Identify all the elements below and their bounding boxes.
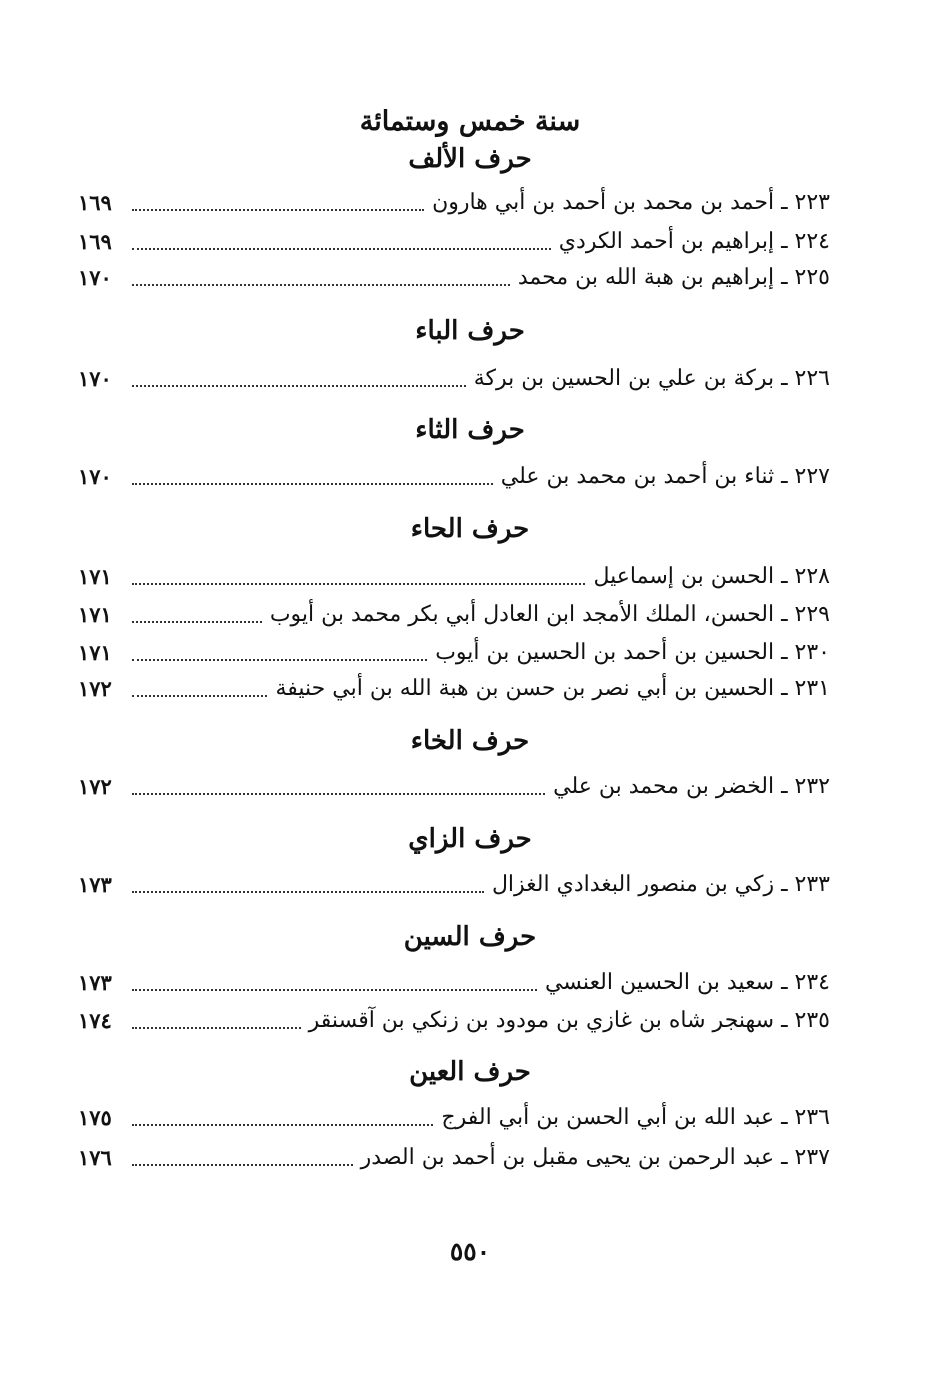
entry-page-number: ١٦٩	[78, 190, 112, 215]
entry-page-number: ١٧٠	[78, 464, 112, 489]
index-entry	[78, 868, 830, 902]
section-heading-zay: حرف الزاي	[408, 824, 532, 854]
index-entry	[78, 1101, 830, 1135]
entry-text: ٢٢٣ ـ أحمد بن محمد بن أحمد بن أبي هارون	[432, 190, 830, 215]
leader-dots	[132, 1027, 301, 1029]
index-entry	[78, 261, 830, 295]
entry-page-number: ١٧٥	[78, 1105, 112, 1130]
entry-text: ٢٢٧ ـ ثناء بن أحمد بن محمد بن علي	[500, 464, 830, 489]
leader-dots	[132, 659, 427, 661]
entry-page-number: ١٧١	[78, 602, 112, 627]
entry-page-number: ١٦٩	[78, 229, 112, 254]
index-entry	[78, 225, 830, 259]
leader-dots	[132, 1164, 353, 1166]
index-entry	[78, 1004, 830, 1038]
leader-dots	[132, 583, 585, 585]
leader-dots	[132, 695, 267, 697]
section-heading-tha: حرف الثاء	[415, 415, 525, 445]
entry-page-number: ١٧٤	[78, 1008, 112, 1033]
entry-text: ٢٣٢ ـ الخضر بن محمد بن علي	[553, 774, 830, 799]
leader-dots	[132, 385, 466, 387]
entry-page-number: ١٧٦	[78, 1145, 112, 1170]
leader-dots	[132, 989, 537, 991]
entry-text: ٢٣١ ـ الحسين بن أبي نصر بن حسن بن هبة الله بن أبي حنيفة	[275, 676, 830, 701]
entry-text: ٢٢٤ ـ إبراهيم بن أحمد الكردي	[558, 229, 830, 254]
entry-text: ٢٢٩ ـ الحسن، الملك الأمجد ابن العادل أبي بكر محمد بن أيوب	[269, 602, 830, 627]
section-heading-ba: حرف الباء	[415, 316, 525, 346]
leader-dots	[132, 248, 551, 250]
index-entry	[78, 460, 830, 494]
entry-page-number: ١٧٠	[78, 366, 112, 391]
section-heading-alif: حرف الألف	[408, 144, 532, 174]
leader-dots	[132, 793, 545, 795]
index-entry	[78, 186, 830, 220]
entry-text: ٢٣٦ ـ عبد الله بن أبي الحسن بن أبي الفرج	[441, 1105, 830, 1130]
entry-page-number: ١٧١	[78, 564, 112, 589]
index-entry	[78, 672, 830, 706]
entry-page-number: ١٧٣	[78, 970, 112, 995]
leader-dots	[132, 209, 424, 211]
entry-text: ٢٣٠ ـ الحسين بن أحمد بن الحسين بن أيوب	[435, 640, 830, 665]
entry-page-number: ١٧١	[78, 640, 112, 665]
section-heading-ayn: حرف العين	[409, 1057, 531, 1087]
index-entry	[78, 598, 830, 632]
index-entry	[78, 560, 830, 594]
entry-page-number: ١٧٢	[78, 676, 112, 701]
leader-dots	[132, 621, 262, 623]
leader-dots	[132, 1124, 433, 1126]
entry-text: ٢٢٨ ـ الحسن بن إسماعيل	[593, 564, 830, 589]
section-heading-ha: حرف الحاء	[410, 514, 530, 544]
entry-text: ٢٣٣ ـ زكي بن منصور البغدادي الغزال	[491, 872, 830, 897]
entry-text: ٢٣٥ ـ سهنجر شاه بن غازي بن مودود بن زنكي بن آقسنقر	[308, 1008, 830, 1033]
entry-page-number: ١٧٢	[78, 774, 112, 799]
leader-dots	[132, 284, 510, 286]
index-entry	[78, 770, 830, 804]
section-heading-sin: حرف السين	[403, 922, 537, 952]
index-entry	[78, 362, 830, 396]
entry-text: ٢٣٧ ـ عبد الرحمن بن يحيى مقبل بن أحمد بن الصدر	[360, 1145, 830, 1170]
entry-page-number: ١٧٠	[78, 265, 112, 290]
leader-dots	[132, 891, 484, 893]
leader-dots	[132, 483, 493, 485]
index-entry	[78, 636, 830, 670]
year-title: سنة خمس وستمائة	[359, 106, 581, 137]
entry-text: ٢٢٦ ـ بركة بن علي بن الحسين بن بركة	[473, 366, 830, 391]
section-heading-kha: حرف الخاء	[410, 726, 530, 756]
entry-page-number: ١٧٣	[78, 872, 112, 897]
entry-text: ٢٣٤ ـ سعيد بن الحسين العنسي	[544, 970, 830, 995]
page-number: ٥٥٠	[449, 1237, 491, 1266]
index-entry	[78, 966, 830, 1000]
entry-text: ٢٢٥ ـ إبراهيم بن هبة الله بن محمد	[517, 265, 830, 290]
index-entry	[78, 1141, 830, 1175]
